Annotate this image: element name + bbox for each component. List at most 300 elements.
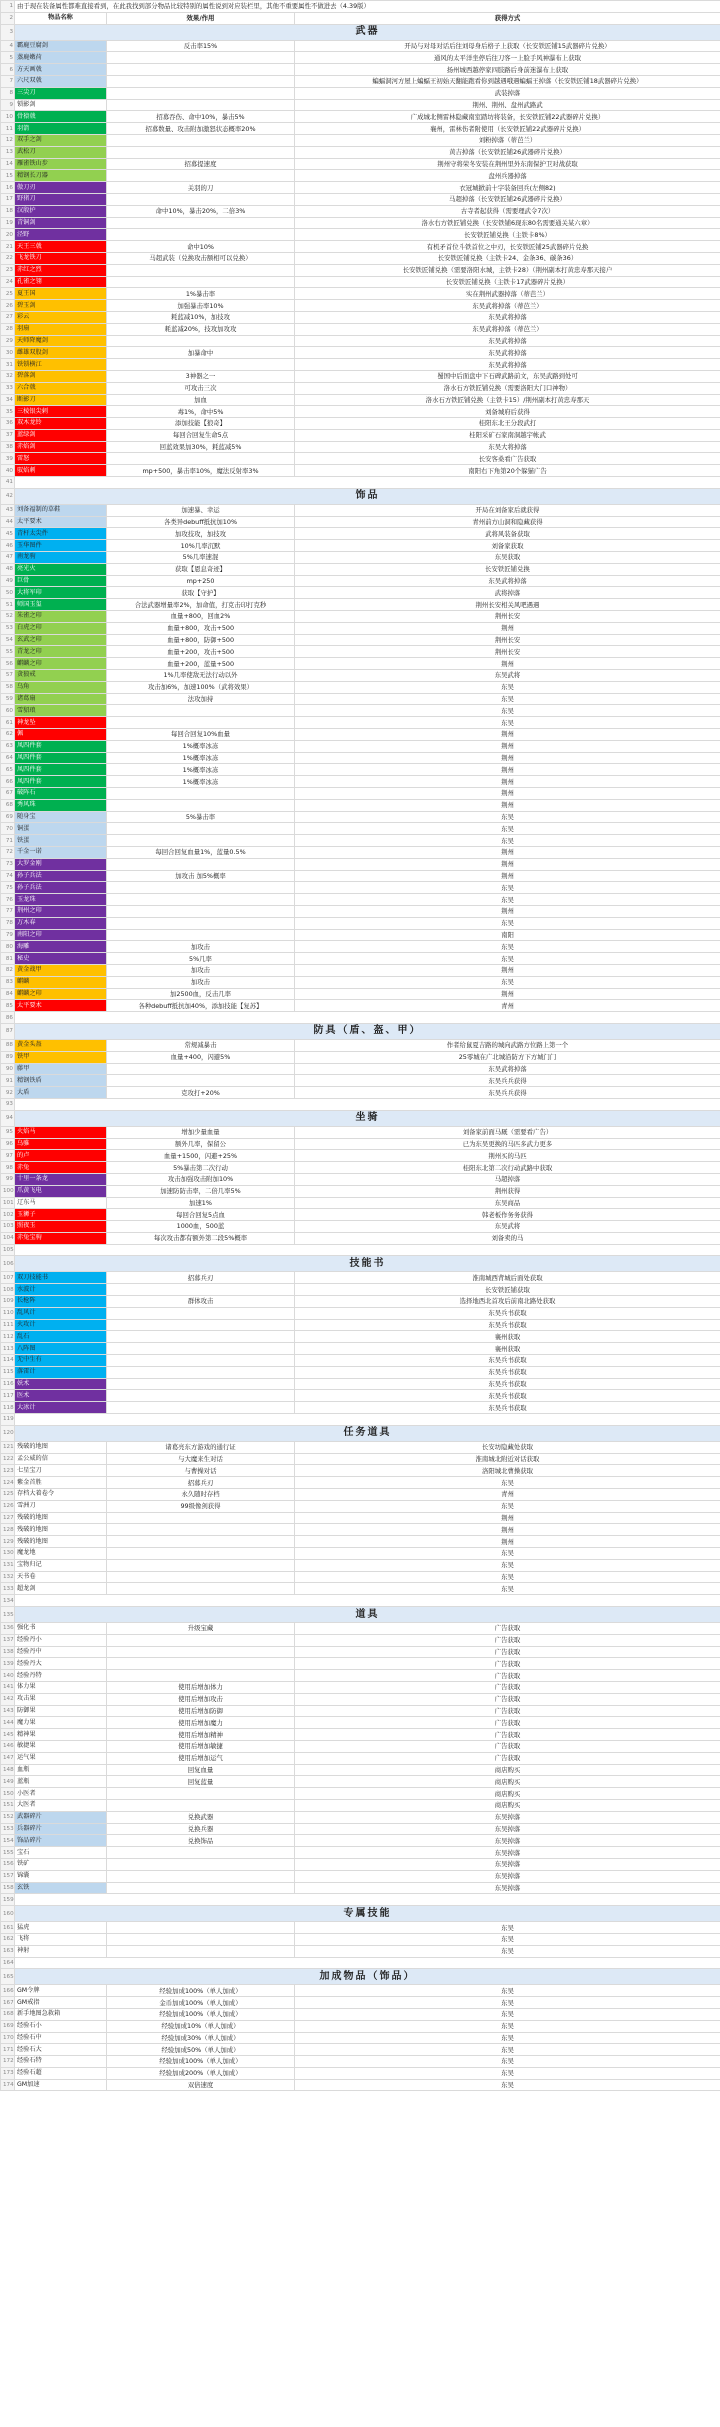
source-cell: 武装掉落 [295, 87, 720, 99]
effect-cell: 血量+200，蓝量+500 [107, 658, 295, 670]
item-name-cell: 长枪阵 [15, 1296, 107, 1308]
item-name-cell: 乌骓 [15, 1138, 107, 1150]
item-name-cell: 师国玉玺 [15, 599, 107, 611]
item-name-cell: 新手地图急救箱 [15, 2008, 107, 2020]
table-row [1, 252, 720, 264]
table-row [1, 1075, 720, 1087]
effect-cell: 经验加成30%（单人加成） [107, 2032, 295, 2044]
row-number: 144 [1, 1717, 15, 1729]
table-row [1, 870, 720, 882]
table-row [1, 587, 720, 599]
effect-cell [107, 788, 295, 800]
row-number: 103 [1, 1221, 15, 1233]
item-name-cell: 破阵石 [15, 788, 107, 800]
table-row [1, 205, 720, 217]
row-number: 99 [1, 1173, 15, 1185]
table-row [1, 1646, 720, 1658]
table-row [1, 370, 720, 382]
source-cell: 广告获取 [295, 1623, 720, 1635]
source-cell: 东吴掉落 [295, 1835, 720, 1847]
effect-cell: 招募兵刃 [107, 1477, 295, 1489]
table-row [1, 1548, 720, 1560]
item-name-cell: 天师降魔剑 [15, 335, 107, 347]
item-name-cell: 七星宝刀 [15, 1465, 107, 1477]
table-row [1, 1512, 720, 1524]
effect-cell [107, 359, 295, 371]
item-name-cell: 凤四件套 [15, 752, 107, 764]
table-row [1, 418, 720, 430]
row-number: 123 [1, 1465, 15, 1477]
row-number: 115 [1, 1366, 15, 1378]
source-cell: 淮南城北附近对话获取 [295, 1453, 720, 1465]
item-name-cell: 雪洲刀 [15, 1500, 107, 1512]
effect-cell [107, 858, 295, 870]
item-name-cell: 孔雀之翎 [15, 276, 107, 288]
row-number: 46 [1, 540, 15, 552]
row-number: 132 [1, 1571, 15, 1583]
source-cell: 东吴 [295, 823, 720, 835]
effect-cell: 5%暴击率 [107, 811, 295, 823]
table-row [1, 335, 720, 347]
source-cell: 荆州 [295, 764, 720, 776]
row-number: 56 [1, 658, 15, 670]
row-number: 4 [1, 40, 15, 52]
source-cell: 桂阳东北王分段武打 [295, 418, 720, 430]
item-name-cell: 铁甲 [15, 1051, 107, 1063]
effect-cell [107, 1583, 295, 1595]
table-row [1, 882, 720, 894]
table-row [1, 1185, 720, 1197]
source-cell: 东吴 [295, 1933, 720, 1945]
table-row [1, 99, 720, 111]
item-name-cell: 玉狮子 [15, 1209, 107, 1221]
blank-row [1, 1244, 720, 1256]
item-name-cell: 三尖刀 [15, 87, 107, 99]
effect-cell: 回蓝效果加30%，耗蓝减5% [107, 441, 295, 453]
item-name-cell: 麒麟之印 [15, 658, 107, 670]
row-number: 117 [1, 1390, 15, 1402]
effect-cell: 5%几率 [107, 953, 295, 965]
item-name-cell: 十里一条龙 [15, 1173, 107, 1185]
row-number: 62 [1, 729, 15, 741]
item-name-cell: 医术 [15, 1390, 107, 1402]
item-name-cell: 赤兔 [15, 1162, 107, 1174]
table-row [1, 1173, 720, 1185]
effect-cell: 使用后增加体力 [107, 1681, 295, 1693]
item-name-cell: 存档大着卷令 [15, 1489, 107, 1501]
effect-cell [107, 1355, 295, 1367]
item-name-cell: 傲刀刃 [15, 182, 107, 194]
table-row [1, 1729, 720, 1741]
table-row [1, 1209, 720, 1221]
row-number: 16 [1, 182, 15, 194]
item-name-cell: 饰品碎片 [15, 1835, 107, 1847]
source-cell: 马超掉落 [295, 1173, 720, 1185]
row-number: 149 [1, 1776, 15, 1788]
table-row [1, 1634, 720, 1646]
item-name-cell: 大盾 [15, 1087, 107, 1099]
source-cell: 古寺者起获得（需要理武令7次） [295, 205, 720, 217]
item-name-cell: 经验石特 [15, 2056, 107, 2068]
row-number: 63 [1, 740, 15, 752]
row-number: 21 [1, 241, 15, 253]
section-title: 任务道具 [15, 1425, 720, 1441]
item-name-cell: 羽扇 [15, 323, 107, 335]
effect-cell: 招募数量、攻击附加激怒状态概率20% [107, 123, 295, 135]
blank-row [1, 1012, 720, 1024]
source-cell: 荆州 [295, 858, 720, 870]
item-name-cell: 八阵图 [15, 1343, 107, 1355]
source-cell: 东吴掉落 [295, 1870, 720, 1882]
blank-row [1, 1595, 720, 1607]
table-row [1, 563, 720, 575]
row-number: 55 [1, 646, 15, 658]
source-cell: 东吴武将 [295, 1221, 720, 1233]
row-number: 89 [1, 1051, 15, 1063]
source-cell: 东吴大将掉落 [295, 441, 720, 453]
row-number: 145 [1, 1729, 15, 1741]
item-name-cell: 大将军印 [15, 587, 107, 599]
source-cell: 东吴武将 [295, 670, 720, 682]
effect-cell: 兑换兵器 [107, 1823, 295, 1835]
table-row [1, 146, 720, 158]
item-name-cell: 神射 [15, 1945, 107, 1957]
effect-cell [107, 1378, 295, 1390]
source-cell: 东吴武将掉落 [295, 335, 720, 347]
item-name-cell: GM令牌 [15, 1985, 107, 1997]
row-number: 59 [1, 693, 15, 705]
item-name-cell: 凤四件套 [15, 764, 107, 776]
source-cell: 广告获取 [295, 1729, 720, 1741]
effect-cell [107, 453, 295, 465]
row-number: 51 [1, 599, 15, 611]
item-name-cell: 武器碎片 [15, 1811, 107, 1823]
item-name-cell: 刘备福制的草鞋 [15, 504, 107, 516]
item-name-cell: 驭焰刺 [15, 465, 107, 477]
effect-cell [107, 1512, 295, 1524]
source-cell: 荆州 [295, 846, 720, 858]
source-cell: 荆州 [295, 658, 720, 670]
effect-cell: 兑换武器 [107, 1811, 295, 1823]
row-number: 28 [1, 323, 15, 335]
item-name-cell: 泾野 [15, 229, 107, 241]
table-row [1, 905, 720, 917]
table-row [1, 540, 720, 552]
source-cell: 选择地西北首攻后前南北路处获取 [295, 1296, 720, 1308]
row-number: 173 [1, 2067, 15, 2079]
item-name-cell: 妖术 [15, 1378, 107, 1390]
item-name-cell: 天王三戟 [15, 241, 107, 253]
table-row [1, 123, 720, 135]
row-number: 114 [1, 1355, 15, 1367]
row-number: 54 [1, 634, 15, 646]
item-name-cell: 海雕 [15, 941, 107, 953]
section-title: 饰品 [15, 488, 720, 504]
source-cell: 荆州 [295, 905, 720, 917]
source-cell: 东吴 [295, 705, 720, 717]
blank-row [1, 1894, 720, 1906]
row-number: 104 [1, 1232, 15, 1244]
source-cell: 通风的太平洋坐停后往刀客一上脸手风神瀑布上获取 [295, 52, 720, 64]
table-row [1, 1489, 720, 1501]
item-name-cell: 巨骨 [15, 575, 107, 587]
source-cell: 东吴 [295, 811, 720, 823]
effect-cell: 5%几率速混 [107, 552, 295, 564]
effect-cell [107, 1063, 295, 1075]
effect-cell [107, 882, 295, 894]
row-number: 139 [1, 1658, 15, 1670]
effect-cell [107, 1634, 295, 1646]
table-row [1, 429, 720, 441]
table-row [1, 1933, 720, 1945]
table-row [1, 1319, 720, 1331]
item-name-cell: 秘史 [15, 953, 107, 965]
item-name-cell: 残破的地图 [15, 1524, 107, 1536]
table-row [1, 941, 720, 953]
effect-cell: 回复蓝量 [107, 1776, 295, 1788]
effect-cell: 加强暴击率10% [107, 300, 295, 312]
row-number: 48 [1, 563, 15, 575]
row-number: 110 [1, 1307, 15, 1319]
table-row [1, 1402, 720, 1414]
item-name-cell: 诸葛扇 [15, 693, 107, 705]
item-name-cell: 经验丹大 [15, 1658, 107, 1670]
row-number: 130 [1, 1548, 15, 1560]
source-cell: 25零城在广北城沿防方下方城门门 [295, 1051, 720, 1063]
table-row [1, 611, 720, 623]
effect-cell [107, 264, 295, 276]
item-name-cell: 夏王国 [15, 288, 107, 300]
item-name-cell: 乌角 [15, 681, 107, 693]
source-cell: 东吴 [295, 1583, 720, 1595]
table-row [1, 917, 720, 929]
effect-cell: 加速暴、幸运 [107, 504, 295, 516]
item-name-cell: 强化书 [15, 1623, 107, 1635]
effect-cell [107, 1307, 295, 1319]
table-row [1, 1717, 720, 1729]
row-number: 131 [1, 1559, 15, 1571]
item-name-cell: 蓝瓶 [15, 1776, 107, 1788]
blank-row [1, 1098, 720, 1110]
item-name-cell: 火焰马 [15, 1126, 107, 1138]
table-row [1, 835, 720, 847]
source-cell: 刘粉掉落（蒂芭兰） [295, 134, 720, 146]
item-name-cell: 青龙之印 [15, 646, 107, 658]
item-name-cell: 三棱银尖刺 [15, 406, 107, 418]
table-row [1, 1922, 720, 1934]
note-row [1, 1, 720, 13]
item-name-cell: 飞龙铁刀 [15, 252, 107, 264]
source-cell: 东吴 [295, 717, 720, 729]
item-name-cell: 飞将 [15, 1933, 107, 1945]
row-number: 41 [1, 477, 15, 489]
source-cell: 淮南城西背城后面处获取 [295, 1272, 720, 1284]
source-cell: 商店购买 [295, 1764, 720, 1776]
table-row [1, 75, 720, 87]
table-row [1, 406, 720, 418]
effect-cell [107, 1343, 295, 1355]
source-cell: 洛水石方铁匠铺兑换（需要洛阳大门口神物） [295, 382, 720, 394]
section-row [1, 1969, 720, 1985]
table-row [1, 634, 720, 646]
source-cell: 荆州 [295, 788, 720, 800]
effect-cell: 使用后增加敏捷 [107, 1740, 295, 1752]
effect-cell: 血量+1500，闪避+25% [107, 1150, 295, 1162]
source-cell: 东吴兵书获取 [295, 1366, 720, 1378]
row-number: 101 [1, 1197, 15, 1209]
row-number: 77 [1, 905, 15, 917]
row-number: 86 [1, 1012, 15, 1024]
effect-cell [107, 276, 295, 288]
row-number: 126 [1, 1500, 15, 1512]
row-number: 33 [1, 382, 15, 394]
source-cell: 东吴武将掉落 [295, 359, 720, 371]
source-cell: 荆州 [295, 988, 720, 1000]
row-number: 109 [1, 1296, 15, 1308]
source-cell: 东吴商品 [295, 1197, 720, 1209]
effect-cell: 使用后增加防御 [107, 1705, 295, 1717]
row-number: 27 [1, 311, 15, 323]
item-name-cell: 铜蛋 [15, 823, 107, 835]
source-cell: 长安铁匠铺兑换（主铁卡17武器碎片兑换） [295, 276, 720, 288]
effect-cell: 每次攻击都有额外第二段5%概率 [107, 1232, 295, 1244]
source-cell: 青州 [295, 1000, 720, 1012]
row-number: 44 [1, 516, 15, 528]
source-cell: 东吴掉落 [295, 1811, 720, 1823]
table-row [1, 323, 720, 335]
effect-cell: 经验加成10%（单人加成） [107, 2020, 295, 2032]
section-title: 坐骑 [15, 1110, 720, 1126]
item-name-cell: 万木春 [15, 917, 107, 929]
effect-cell: 常规减暴击 [107, 1039, 295, 1051]
effect-cell: 99级像剑获得 [107, 1500, 295, 1512]
row-number: 25 [1, 288, 15, 300]
table-row [1, 1740, 720, 1752]
table-row [1, 158, 720, 170]
table-row [1, 1331, 720, 1343]
item-name-cell: 雌雄双股剑 [15, 347, 107, 359]
source-cell: 青州前方山洞和隐藏获得 [295, 516, 720, 528]
row-number: 161 [1, 1922, 15, 1934]
effect-cell: 加血 [107, 394, 295, 406]
effect-cell: 合法武器增量率2%，加命值，打克击印打克秒 [107, 599, 295, 611]
header-effect: 效果/作用 [107, 12, 295, 24]
table-row [1, 658, 720, 670]
table-row [1, 193, 720, 205]
effect-cell: 血量+200，攻击+500 [107, 646, 295, 658]
table-row [1, 1441, 720, 1453]
row-number: 17 [1, 193, 15, 205]
table-row [1, 846, 720, 858]
row-number: 36 [1, 418, 15, 430]
source-cell: 东吴 [295, 2032, 720, 2044]
row-number: 64 [1, 752, 15, 764]
item-name-cell: 大冰计 [15, 1402, 107, 1414]
effect-cell: 加攻击 [107, 964, 295, 976]
item-name-cell: 血瓶 [15, 1764, 107, 1776]
source-cell: 南阳右下角第20个躲猫广告 [295, 465, 720, 477]
blank-cell [15, 477, 720, 489]
item-name-cell: 随身宝 [15, 811, 107, 823]
source-cell: 长安铁匠铺获取 [295, 1284, 720, 1296]
item-name-cell: 霸鹿豆腐剑 [15, 40, 107, 52]
row-number: 140 [1, 1670, 15, 1682]
source-cell: 襄州获取 [295, 1331, 720, 1343]
row-number: 78 [1, 917, 15, 929]
table-row [1, 1985, 720, 1997]
source-cell: 桂阳东北第二次行动武路中获取 [295, 1162, 720, 1174]
effect-cell: 升级宝藏 [107, 1623, 295, 1635]
row-number: 8 [1, 87, 15, 99]
row-number: 153 [1, 1823, 15, 1835]
item-name-cell: 雷怒 [15, 453, 107, 465]
item-name-cell: 经验丹特 [15, 1670, 107, 1682]
row-number: 125 [1, 1489, 15, 1501]
source-cell: 荆州获得 [295, 1185, 720, 1197]
effect-cell: 1%概率冰冻 [107, 764, 295, 776]
row-number: 121 [1, 1441, 15, 1453]
item-name-cell: 无中生有 [15, 1355, 107, 1367]
header-row [1, 12, 720, 24]
item-name-cell: 赤兔宝驹 [15, 1232, 107, 1244]
effect-cell: 反击率15% [107, 40, 295, 52]
source-cell: 长安铁匠铺兑换（主铁卡8%） [295, 229, 720, 241]
row-number: 172 [1, 2056, 15, 2068]
source-cell: 东吴兵书获取 [295, 1319, 720, 1331]
row-number: 90 [1, 1063, 15, 1075]
row-number: 52 [1, 611, 15, 623]
row-number: 150 [1, 1788, 15, 1800]
row-number: 71 [1, 835, 15, 847]
table-row [1, 693, 720, 705]
effect-cell: 1%几率使敌无法行动以外 [107, 670, 295, 682]
item-name-cell: 贪狼戒 [15, 670, 107, 682]
table-row [1, 288, 720, 300]
source-cell: 东吴 [295, 2056, 720, 2068]
effect-cell: 额外几率，保留公 [107, 1138, 295, 1150]
row-number: 135 [1, 1607, 15, 1623]
item-name-cell: 佩 [15, 729, 107, 741]
item-name-cell: 朱雀之印 [15, 611, 107, 623]
item-name-cell: 藤甲 [15, 1063, 107, 1075]
item-name-cell: 兵器碎片 [15, 1823, 107, 1835]
effect-cell: 各类异debuff抵抗加10% [107, 516, 295, 528]
effect-cell [107, 1390, 295, 1402]
source-cell: 荆州 [295, 752, 720, 764]
table-row [1, 111, 720, 123]
item-name-cell: 南阳之印 [15, 929, 107, 941]
effect-cell [107, 170, 295, 182]
table-row [1, 504, 720, 516]
effect-cell: 耗蓝减20%，技攻加攻攻 [107, 323, 295, 335]
item-name-cell: 羽箭 [15, 123, 107, 135]
section-row [1, 1906, 720, 1922]
item-name-cell: 小医者 [15, 1788, 107, 1800]
effect-cell [107, 1847, 295, 1859]
source-cell: 荆州、荆州、盘州武路武 [295, 99, 720, 111]
row-number: 74 [1, 870, 15, 882]
table-row [1, 823, 720, 835]
row-number: 75 [1, 882, 15, 894]
table-row [1, 670, 720, 682]
section-row [1, 1256, 720, 1272]
table-row [1, 2008, 720, 2020]
row-number: 68 [1, 799, 15, 811]
section-title: 专属技能 [15, 1906, 720, 1922]
effect-cell: 血量+800，回血2% [107, 611, 295, 623]
row-number: 142 [1, 1693, 15, 1705]
item-name-cell: 锁影剑 [15, 99, 107, 111]
